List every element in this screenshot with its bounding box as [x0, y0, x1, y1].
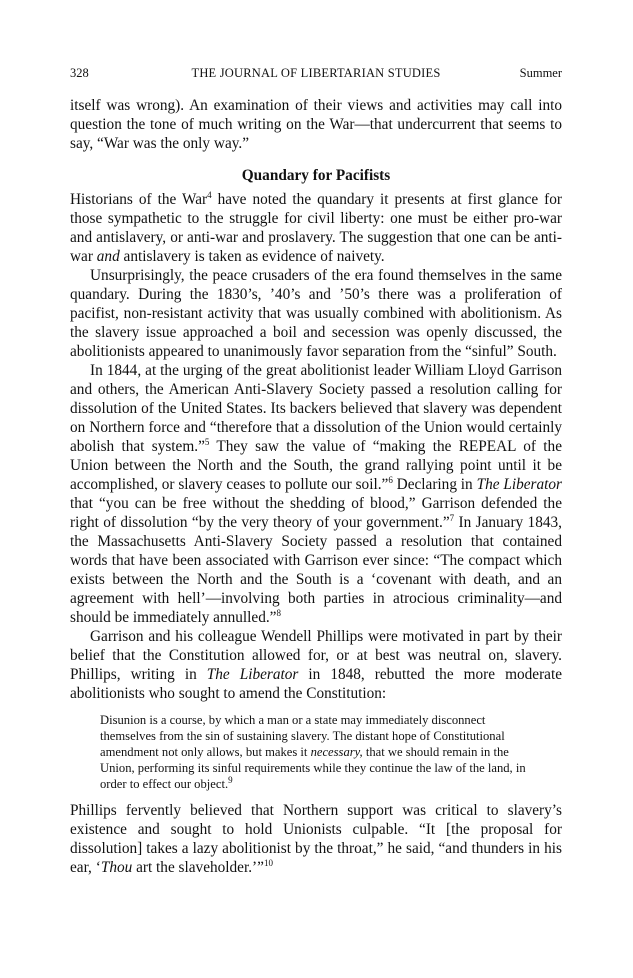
text-run: Garrison and his colleague Wendell Phillips were motivated in part by their belief that the Constitution allowed for, or at best was neutral on, slavery. Phillips, writing in	[70, 628, 562, 683]
footnote-ref-5: 5	[204, 436, 210, 447]
footnote-ref-7: 7	[449, 512, 455, 523]
section-heading: Quandary for Pacifists	[241, 167, 391, 184]
text-run: art the slaveholder.’”	[132, 859, 264, 876]
text-run: in 1848, rebutted the more moderate abolitionists who sought to amend the Constitution:	[70, 666, 562, 702]
text-run: antislavery is taken as evidence of naivety.	[119, 248, 385, 265]
paragraph-3: Unsurprisingly, the peace crusaders of the era found themselves in the same quandary. During the 1830’s, ’40’s and ’50’s there was a proliferation of pacifist, non-resistant activity that was usually combined with abolitionism. As the slavery issue approached a boil and secession was openly discussed, the abolitionists appeared to unanimously favor separation from the “sinful” South.	[70, 267, 562, 360]
emphasis: necessary,	[310, 745, 363, 759]
paragraph-1: itself was wrong). An examination of their views and activities may call into question the tone of much writing on the War—that undercurrent that seems to say, “War was the only way.”	[70, 97, 562, 152]
text-run: Declaring in	[392, 476, 477, 493]
emphasis: Thou	[100, 859, 133, 876]
text-run: Disunion is a course, by which a man or a state may immediately disconnect themselves from the sin of sustaining slavery. The distant hope of Constitutional amendment not only allows, but makes it	[100, 713, 505, 759]
running-header	[70, 66, 562, 84]
text-run: have noted the quandary it presents at first glance for those sympathetic to the struggle for civil liberty: one must be either pro-war and antislavery, or anti-war and proslavery. The suggestion that one can be anti-war	[70, 191, 563, 265]
text-run: that we should remain in the Union, performing its sinful requirements while they continue the law of the land, in order to effect our object.	[100, 745, 526, 791]
footnote-ref-8: 8	[276, 607, 281, 618]
paragraph-4	[70, 361, 562, 627]
text-run: In January 1843, the Massachusetts Anti-Slavery Society passed a resolution that contained words that have been associated with Garrison ever since: “The compact which exists between the North and the South is a ‘covenant with death, and an agreement with hell’—involving both parties in atrocious criminality—and should be immediately annulled.”	[70, 514, 562, 626]
scan-smudge	[563, 944, 617, 966]
page-number: 328	[70, 66, 89, 80]
journal-title: THE JOURNAL OF LIBERTARIAN STUDIES	[191, 66, 441, 80]
text-run: They saw the value of “making the REPEAL of the Union between the North and the South, the grand rallying point until it be accomplished, or slavery ceases to pollute our soil.”	[70, 438, 562, 493]
issue-season: Summer	[519, 66, 562, 80]
paragraph-2	[70, 190, 562, 266]
emphasis: The Liberator	[206, 666, 299, 683]
text-run: Phillips fervently believed that Northern support was critical to slavery’s existence and sought to hold Unionists culpable. “It [the proposal for dissolution] takes a lazy abolitionist by the throat,” he said, “and thunders in his ear, ‘	[70, 802, 562, 876]
text-run: In 1844, at the urging of the great abolitionist leader William Lloyd Garrison and others, the American Anti-Slavery Society passed a resolution calling for dissolution of the United States. Its backers believed that slavery was dependent on Northern force and “therefore that a dissolution of the Union would certainly abolish that system.”	[70, 362, 562, 455]
emphasis: The Liberator	[476, 476, 562, 493]
footnote-ref-9: 9	[228, 774, 233, 785]
footnote-ref-4: 4	[207, 189, 212, 200]
paragraph-6	[70, 801, 562, 877]
block-quote	[100, 712, 536, 792]
paragraph-5	[70, 627, 562, 703]
footnote-ref-6: 6	[388, 474, 393, 485]
quote-text	[100, 712, 536, 792]
footnote-ref-10: 10	[263, 857, 273, 868]
article-body	[70, 96, 562, 877]
text-run: Historians of the War	[70, 191, 208, 208]
text-run: that “you can be free without the shedding of blood,” Garrison defended the right of dissolution “by the very theory of your government.”	[70, 495, 562, 531]
emphasis: and	[96, 248, 120, 265]
